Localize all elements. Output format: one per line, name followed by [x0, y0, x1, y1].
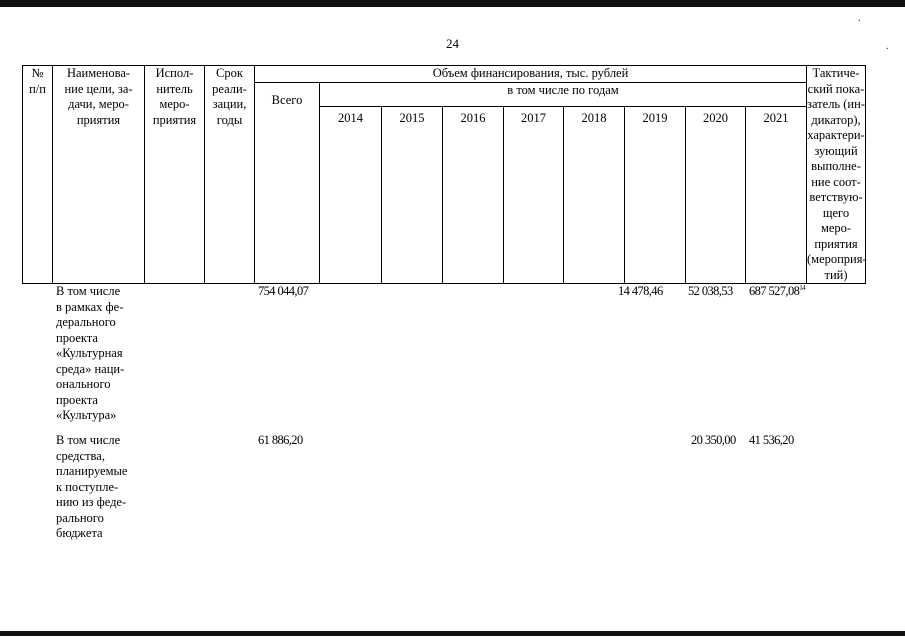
- header-year: 2021: [746, 107, 807, 284]
- row-description: В том числе средства, планируемые к поступле- нию из феде- рального бюджета: [56, 433, 128, 540]
- header-year: 2016: [443, 107, 504, 284]
- header-number: № п/п: [23, 66, 53, 284]
- header-funding: Объем финансирования, тыс. рублей: [255, 66, 807, 83]
- header-name: Наименова- ние цели, за- дачи, меро- приятия: [53, 66, 145, 284]
- bottom-border-rule: [0, 631, 905, 636]
- row-value-2019: 14 478,46: [618, 284, 663, 298]
- header-year: 2020: [686, 107, 746, 284]
- row-value-2020: 52 038,53: [688, 284, 733, 298]
- header-year: 2017: [504, 107, 564, 284]
- scan-speck: .: [858, 13, 861, 24]
- header-year: 2019: [625, 107, 686, 284]
- header-by-years: в том числе по годам: [320, 83, 807, 107]
- header-indicator: Тактиче- ский пока- затель (ин- дикатор), характери- зующий выполне- ние соот- ветствую- щего меро- приятия (мероприя- тий): [807, 66, 867, 282]
- row-value-2020: 20 350,00: [691, 433, 736, 447]
- row-value-2021-amount: 687 527,08: [749, 284, 800, 298]
- row-total: 754 044,07: [258, 284, 309, 298]
- row-value-2021: 41 536,20: [749, 433, 794, 447]
- top-border-rule: [0, 0, 905, 7]
- header-year: 2015: [382, 107, 443, 284]
- row-value-2021: [749, 284, 805, 300]
- header-total: Всего: [255, 83, 320, 284]
- header-executor: Испол- нитель меро- приятия: [145, 66, 205, 284]
- header-year: 2014: [320, 107, 382, 284]
- row-total: 61 886,20: [258, 433, 303, 447]
- footnote-marker: 14: [799, 283, 806, 292]
- scan-speck: .: [886, 41, 889, 52]
- page-number: 24: [446, 36, 459, 51]
- header-year: 2018: [564, 107, 625, 284]
- header-term: Срок реали- зации, годы: [205, 66, 255, 284]
- row-description: В том числе в рамках фе- дерального проекта «Культурная среда» наци- онального проекта «Культура»: [56, 284, 125, 422]
- financing-table: [22, 65, 866, 284]
